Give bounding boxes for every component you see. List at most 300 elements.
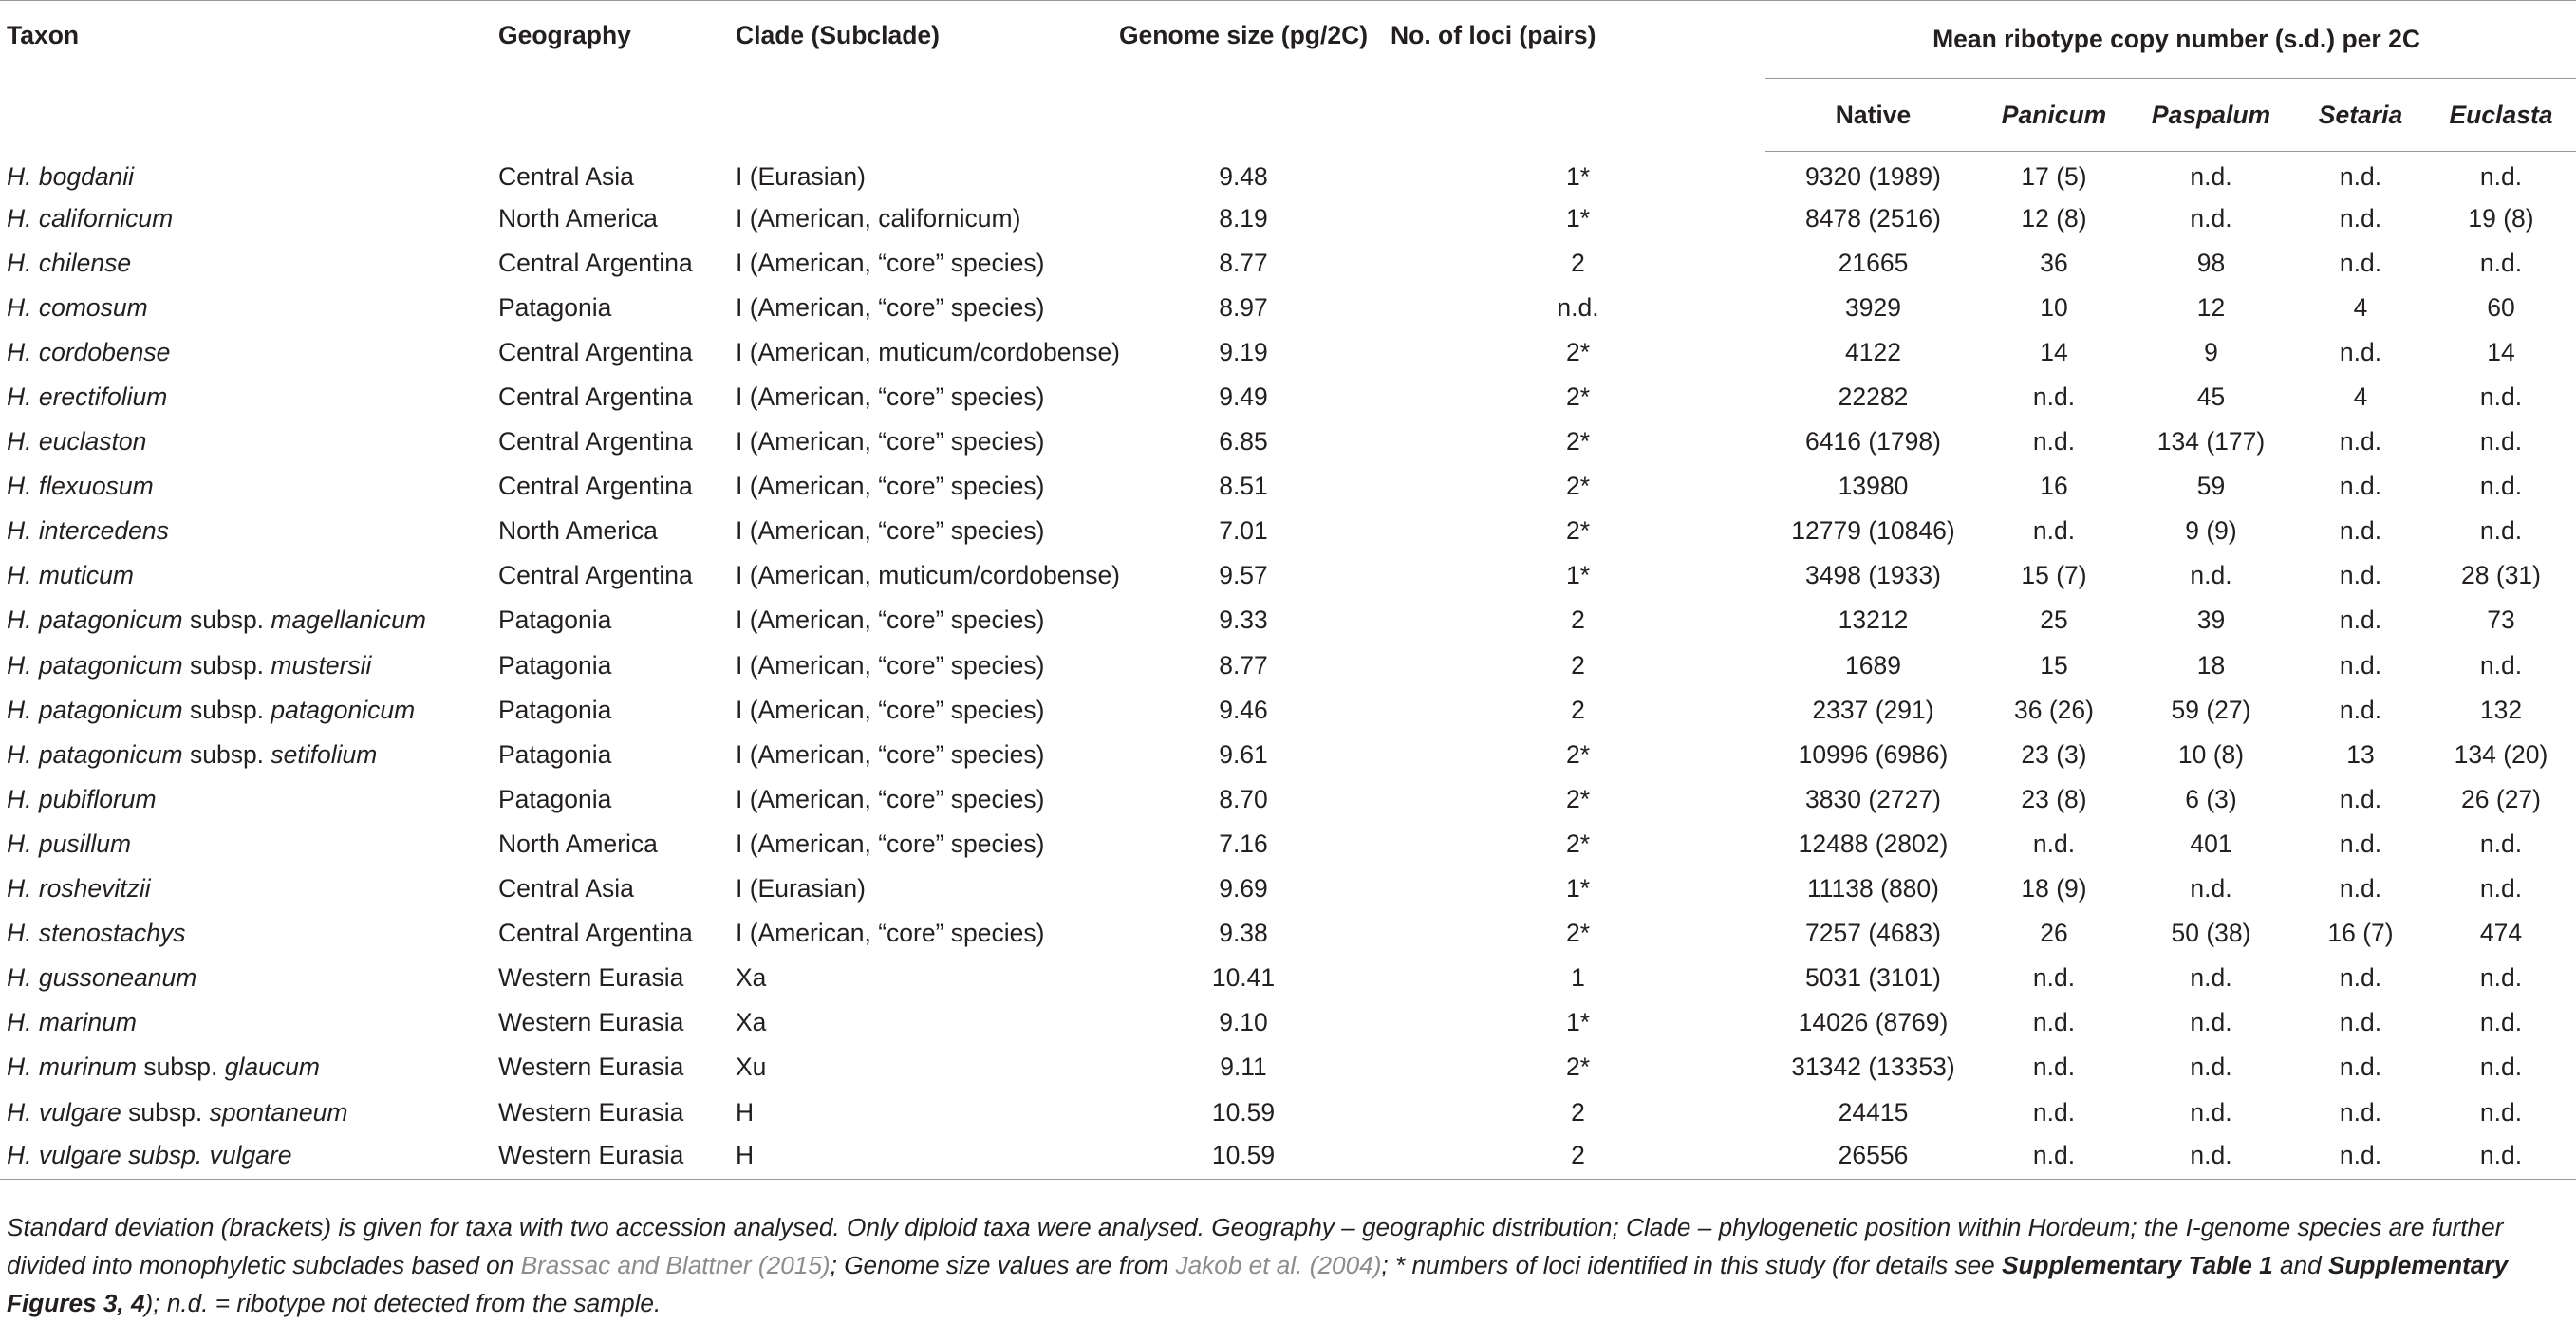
cell-paspalum: n.d. <box>2190 874 2232 904</box>
cell-taxon <box>0 330 498 375</box>
cell-panicum: 10 <box>2040 292 2068 322</box>
cell-setaria: n.d. <box>2339 161 2382 191</box>
table-row <box>0 1045 2576 1090</box>
cell-taxon <box>0 822 498 866</box>
cell-geography: Central Argentina <box>498 919 693 948</box>
cell-native: 1689 <box>1845 650 1901 680</box>
cell-loci: 2* <box>1565 784 1591 813</box>
cell-genome-size: 9.38 <box>1219 919 1268 948</box>
cell-setaria: n.d. <box>2339 1008 2382 1037</box>
footnote-text-5: ); n.d. = ribotype not detected from the sample. <box>144 1289 662 1317</box>
cell-setaria: 4 <box>2353 382 2368 412</box>
cell-setaria: 13 <box>2346 739 2375 769</box>
taxon-genus-species: H. californicum <box>7 203 174 233</box>
cell-native: 3498 (1933) <box>1805 561 1941 590</box>
taxon-genus-species: H. marinum <box>7 1008 137 1037</box>
table-row <box>0 419 2576 464</box>
table-row <box>0 777 2576 822</box>
cell-geography: North America <box>498 516 658 546</box>
cell-taxon <box>0 1045 498 1090</box>
cell-loci: 1* <box>1565 1008 1591 1037</box>
table-row <box>0 598 2576 643</box>
cell-paspalum: n.d. <box>2190 1097 2232 1127</box>
cell-geography: Western Eurasia <box>498 1135 736 1180</box>
cell-panicum: 25 <box>2040 606 2068 635</box>
taxon-genus-species: H. stenostachys <box>7 919 186 948</box>
cell-euclasta: n.d. <box>2479 963 2523 993</box>
taxon-subspecies-epithet: magellanicum <box>271 606 426 635</box>
cell-genome-size: 7.16 <box>1219 829 1268 858</box>
cell-native: 6416 (1798) <box>1805 427 1941 457</box>
cell-euclasta: n.d. <box>2479 1097 2523 1127</box>
cell-panicum: n.d. <box>1981 1135 2127 1180</box>
cell-clade: I (American, “core” species) <box>736 695 1045 724</box>
cell-setaria: n.d. <box>2339 963 2382 993</box>
cell-panicum: 16 <box>2040 472 2068 501</box>
cell-genome-size: 9.48 <box>1219 161 1268 191</box>
cell-paspalum: n.d. <box>2127 1135 2295 1180</box>
header-clade: Clade (Subclade) <box>736 21 940 49</box>
cell-panicum: 15 <box>2040 650 2068 680</box>
cell-paspalum: 98 <box>2196 248 2226 277</box>
taxon-subsp-label: subsp. <box>182 650 271 680</box>
cell-clade: Xa <box>736 1008 767 1037</box>
footnote-text-1: Standard deviation (brackets) is given for taxa with two accession analysed. Only diploid taxa were analysed. Geography – geographic distribution; Clade – phylogenetic position within Hordeum; the I-genome species are further divided into monophyletic subclades based on <box>7 1213 2504 1279</box>
header-taxon: Taxon <box>7 21 80 49</box>
cell-paspalum: n.d. <box>2190 561 2232 590</box>
cell-native: 5031 (3101) <box>1805 963 1941 993</box>
cell-paspalum: 10 (8) <box>2177 739 2245 769</box>
cell-loci: 2 <box>1571 248 1585 277</box>
cell-panicum: 36 <box>2040 248 2068 277</box>
cell-genome-size: 9.69 <box>1219 874 1268 904</box>
cell-geography: Western Eurasia <box>498 1008 684 1037</box>
cell-paspalum: 18 <box>2196 650 2226 680</box>
cell-geography: Western Eurasia <box>498 963 684 993</box>
cell-geography: Central Argentina <box>498 337 693 366</box>
cell-panicum: 14 <box>2040 337 2068 366</box>
cell-setaria: n.d. <box>2339 784 2382 813</box>
cell-clade: H <box>736 1135 1096 1180</box>
cell-native: 24415 <box>1838 1097 1909 1127</box>
cell-native: 9320 (1989) <box>1805 161 1941 191</box>
cell-paspalum: n.d. <box>2190 203 2232 233</box>
cell-paspalum: 6 (3) <box>2185 784 2237 813</box>
cell-native: 7257 (4683) <box>1805 919 1941 948</box>
cell-clade: Xa <box>736 963 767 993</box>
cell-native: 3929 <box>1845 292 1901 322</box>
cell-paspalum: 39 <box>2196 606 2226 635</box>
cell-euclasta: 14 <box>2487 337 2515 366</box>
table-body <box>0 152 2576 1180</box>
taxon-subsp-label: subsp. <box>182 739 271 769</box>
table-row <box>0 241 2576 286</box>
table-row <box>0 553 2576 598</box>
taxon-subspecies-epithet: glaucum <box>224 1053 320 1082</box>
cell-panicum: n.d. <box>2032 427 2076 457</box>
cell-geography: North America <box>498 829 658 858</box>
footnote-text-4: and <box>2272 1251 2328 1279</box>
cell-genome-size: 10.59 <box>1211 1097 1276 1127</box>
cell-taxon <box>0 1000 498 1045</box>
cell-panicum: n.d. <box>2032 1008 2076 1037</box>
table-row <box>0 688 2576 733</box>
cell-geography: Patagonia <box>498 292 612 322</box>
cell-native: 26556 <box>1765 1135 1981 1180</box>
cell-loci: 2 <box>1571 606 1585 635</box>
cell-taxon <box>0 464 498 509</box>
cell-paspalum: n.d. <box>2190 161 2232 191</box>
cell-setaria: n.d. <box>2339 650 2382 680</box>
cell-panicum: n.d. <box>2032 1053 2076 1082</box>
header-panicum: Panicum <box>1981 79 2127 152</box>
cell-paspalum: 45 <box>2196 382 2226 412</box>
cell-taxon <box>0 419 498 464</box>
cell-panicum: 15 (7) <box>2021 561 2087 590</box>
cell-taxon <box>0 509 498 553</box>
cell-clade: I (Eurasian) <box>736 161 866 191</box>
cell-setaria: 4 <box>2353 292 2368 322</box>
cell-genome-size: 8.19 <box>1219 203 1268 233</box>
cell-loci: 2* <box>1565 427 1591 457</box>
cell-panicum: n.d. <box>2032 963 2076 993</box>
cell-genome-size: 9.61 <box>1219 739 1268 769</box>
cell-clade: Xu <box>736 1053 767 1082</box>
cell-taxon <box>0 688 498 733</box>
table-row <box>0 330 2576 375</box>
cell-setaria: n.d. <box>2295 1135 2426 1180</box>
cell-geography: Patagonia <box>498 695 612 724</box>
cell-panicum: n.d. <box>2032 516 2076 546</box>
cell-genome-size: 8.97 <box>1219 292 1268 322</box>
cell-clade: I (American, “core” species) <box>736 248 1045 277</box>
footnote-reference-jakob[interactable]: Jakob et al. (2004) <box>1175 1251 1382 1279</box>
cell-euclasta: 73 <box>2487 606 2515 635</box>
taxon-subsp-label: subsp. <box>182 695 271 724</box>
cell-clade: I (American, californicum) <box>736 203 1021 233</box>
cell-geography: Central Argentina <box>498 382 693 412</box>
cell-native: 22282 <box>1838 382 1909 412</box>
cell-taxon <box>0 777 498 822</box>
header-paspalum: Paspalum <box>2127 79 2295 152</box>
cell-loci: 2* <box>1565 382 1591 412</box>
header-geography: Geography <box>498 21 631 49</box>
cell-geography: Western Eurasia <box>498 1053 684 1082</box>
cell-geography: Patagonia <box>498 739 612 769</box>
taxon-genus-species: H. chilense <box>7 248 132 277</box>
cell-native: 4122 <box>1845 337 1901 366</box>
cell-genome-size: 9.33 <box>1219 606 1268 635</box>
cell-euclasta: n.d. <box>2479 248 2523 277</box>
cell-loci: 1* <box>1565 561 1591 590</box>
cell-euclasta: 134 (20) <box>2454 739 2548 769</box>
cell-geography: Patagonia <box>498 784 612 813</box>
taxon-genus-species: H. patagonicum <box>7 695 183 724</box>
cell-setaria: n.d. <box>2339 248 2382 277</box>
taxon-genus-species: H. roshevitzii <box>7 874 151 904</box>
footnote-text-3: ; * numbers of loci identified in this study (for details see <box>1381 1251 2002 1279</box>
cell-euclasta: n.d. <box>2479 382 2523 412</box>
cell-native: 13980 <box>1838 472 1909 501</box>
cell-geography: Central Argentina <box>498 248 693 277</box>
cell-setaria: n.d. <box>2339 874 2382 904</box>
cell-paspalum: 134 (177) <box>2156 427 2266 457</box>
cell-loci: 2* <box>1565 829 1591 858</box>
table-row <box>0 822 2576 866</box>
footnote-text-2: ; Genome size values are from <box>830 1251 1176 1279</box>
cell-genome-size: 8.70 <box>1219 784 1268 813</box>
taxon-genus-species: H. pubiflorum <box>7 784 157 813</box>
cell-taxon <box>0 1090 498 1134</box>
cell-setaria: n.d. <box>2339 337 2382 366</box>
cell-genome-size: 10.59 <box>1096 1135 1391 1180</box>
cell-genome-size: 9.10 <box>1219 1008 1268 1037</box>
taxon-genus-species: H. muticum <box>7 561 134 590</box>
cell-genome-size: 9.57 <box>1219 561 1268 590</box>
cell-geography: Central Argentina <box>498 472 693 501</box>
cell-loci: 2* <box>1565 1053 1591 1082</box>
cell-clade: I (American, “core” species) <box>736 829 1045 858</box>
cell-loci: 2* <box>1565 739 1591 769</box>
cell-taxon <box>0 152 498 196</box>
cell-panicum: n.d. <box>2032 1097 2076 1127</box>
cell-loci: 2 <box>1571 650 1585 680</box>
cell-panicum: 36 (26) <box>2014 695 2094 724</box>
cell-taxon <box>0 643 498 688</box>
header-genome-size: Genome size (pg/2C) <box>1118 21 1369 49</box>
header-native: Native <box>1765 79 1981 152</box>
cell-loci: 2 <box>1571 1097 1585 1127</box>
cell-geography: Patagonia <box>498 606 612 635</box>
taxon-genus-species: H. vulgare subsp. vulgare <box>7 1141 292 1170</box>
cell-clade: I (American, “core” species) <box>736 427 1045 457</box>
header-row <box>0 0 2576 79</box>
cell-genome-size: 9.19 <box>1219 337 1268 366</box>
footnote-supplementary-figures[interactable]: Supplementary Figures 3, 4 <box>7 1251 2509 1317</box>
table-footnote <box>7 1208 2569 1322</box>
taxon-genus-species: H. flexuosum <box>7 472 154 501</box>
taxon-genus-species: H. intercedens <box>7 516 169 546</box>
cell-native: 10996 (6986) <box>1798 739 1949 769</box>
taxon-genus-species: H. bogdanii <box>7 161 135 191</box>
cell-clade: I (Eurasian) <box>736 874 866 904</box>
cell-panicum: 17 (5) <box>2021 161 2087 191</box>
cell-paspalum: 59 <box>2196 472 2226 501</box>
cell-paspalum: 12 <box>2196 292 2226 322</box>
cell-geography: North America <box>498 203 658 233</box>
cell-euclasta: n.d. <box>2479 1008 2523 1037</box>
cell-euclasta: n.d. <box>2479 427 2523 457</box>
cell-taxon <box>0 553 498 598</box>
cell-euclasta: 474 <box>2479 919 2523 948</box>
cell-genome-size: 8.77 <box>1219 248 1268 277</box>
taxon-subspecies-epithet: setifolium <box>271 739 378 769</box>
cell-euclasta: n.d. <box>2479 650 2523 680</box>
table-row <box>0 1000 2576 1045</box>
cell-genome-size: 10.41 <box>1211 963 1276 993</box>
cell-native: 12779 (10846) <box>1791 516 1955 546</box>
cell-euclasta: n.d. <box>2479 161 2523 191</box>
header-setaria: Setaria <box>2295 79 2426 152</box>
cell-native: 2337 (291) <box>1812 695 1934 724</box>
taxon-genus-species: H. pusillum <box>7 829 132 858</box>
cell-euclasta: 28 (31) <box>2461 561 2541 590</box>
table-row <box>0 464 2576 509</box>
cell-paspalum: 401 <box>2190 829 2232 858</box>
taxon-subspecies-epithet: spontaneum <box>209 1097 348 1127</box>
cell-loci: n.d. <box>1557 292 1599 322</box>
cell-loci: 2 <box>1391 1135 1765 1180</box>
cell-geography: Western Eurasia <box>498 1097 684 1127</box>
cell-geography: Central Asia <box>498 161 634 191</box>
table-row <box>0 1135 2576 1180</box>
cell-clade: I (American, “core” species) <box>736 919 1045 948</box>
cell-native: 3830 (2727) <box>1805 784 1941 813</box>
cell-clade: I (American, “core” species) <box>736 292 1045 322</box>
cell-setaria: n.d. <box>2339 561 2382 590</box>
cell-euclasta: n.d. <box>2426 1135 2576 1180</box>
cell-taxon <box>0 375 498 419</box>
cell-native: 21665 <box>1838 248 1909 277</box>
taxon-subspecies-epithet: mustersii <box>271 650 372 680</box>
taxon-genus-species: H. gussoneanum <box>7 963 197 993</box>
taxon-genus-species: H. cordobense <box>7 337 171 366</box>
cell-euclasta: 19 (8) <box>2468 203 2534 233</box>
taxon-genus-species: H. murinum <box>7 1053 137 1082</box>
footnote-reference-brassac[interactable]: Brassac and Blattner (2015) <box>520 1251 831 1279</box>
cell-loci: 2* <box>1565 516 1591 546</box>
cell-euclasta: 26 (27) <box>2461 784 2541 813</box>
cell-euclasta: n.d. <box>2479 829 2523 858</box>
cell-loci: 2 <box>1571 695 1585 724</box>
cell-euclasta: n.d. <box>2479 874 2523 904</box>
cell-panicum: n.d. <box>2032 382 2076 412</box>
taxon-genus-species: H. euclaston <box>7 427 147 457</box>
taxon-subsp-label: subsp. <box>121 1097 210 1127</box>
cell-loci: 1* <box>1565 203 1591 233</box>
cell-euclasta: 132 <box>2479 695 2523 724</box>
cell-native: 12488 (2802) <box>1798 829 1949 858</box>
cell-setaria: n.d. <box>2339 829 2382 858</box>
cell-paspalum: n.d. <box>2190 1053 2232 1082</box>
cell-genome-size: 8.51 <box>1219 472 1268 501</box>
cell-taxon <box>0 733 498 777</box>
cell-euclasta: n.d. <box>2479 516 2523 546</box>
cell-geography: Central Asia <box>498 874 634 904</box>
cell-clade: I (American, “core” species) <box>736 606 1045 635</box>
taxon-genus-species: H. erectifolium <box>7 382 168 412</box>
cell-setaria: n.d. <box>2339 516 2382 546</box>
cell-clade: I (American, “core” species) <box>736 382 1045 412</box>
cell-genome-size: 9.11 <box>1220 1053 1267 1082</box>
taxon-subsp-label: subsp. <box>182 606 271 635</box>
cell-setaria: n.d. <box>2339 472 2382 501</box>
cell-taxon <box>0 1135 498 1180</box>
taxon-genus-species: H. patagonicum <box>7 739 183 769</box>
cell-loci: 2* <box>1565 337 1591 366</box>
cell-genome-size: 9.49 <box>1219 382 1268 412</box>
cell-setaria: n.d. <box>2339 606 2382 635</box>
cell-genome-size: 8.77 <box>1219 650 1268 680</box>
cell-clade: I (American, muticum/cordobense) <box>736 561 1121 590</box>
cell-clade: I (American, “core” species) <box>736 650 1045 680</box>
table-row <box>0 733 2576 777</box>
table-row <box>0 1090 2576 1134</box>
table-row <box>0 956 2576 1000</box>
cell-taxon <box>0 241 498 286</box>
cell-taxon <box>0 911 498 956</box>
cell-native: 14026 (8769) <box>1798 1008 1949 1037</box>
cell-paspalum: 59 (27) <box>2171 695 2251 724</box>
cell-paspalum: n.d. <box>2190 1008 2232 1037</box>
cell-loci: 1* <box>1565 874 1591 904</box>
cell-setaria: n.d. <box>2339 427 2382 457</box>
cell-taxon <box>0 196 498 241</box>
cell-genome-size: 7.01 <box>1219 516 1268 546</box>
table-row <box>0 152 2576 196</box>
header-euclasta: Euclasta <box>2426 79 2576 152</box>
header-ribotype-group: Mean ribotype copy number (s.d.) per 2C <box>1932 24 2420 53</box>
cell-paspalum: n.d. <box>2190 963 2232 993</box>
cell-loci: 1* <box>1565 161 1591 191</box>
cell-euclasta: n.d. <box>2479 472 2523 501</box>
taxon-subspecies-epithet: patagonicum <box>271 695 416 724</box>
cell-setaria: n.d. <box>2339 1097 2382 1127</box>
cell-paspalum: 50 (38) <box>2171 919 2251 948</box>
taxon-genus-species: H. comosum <box>7 292 148 322</box>
cell-paspalum: 9 <box>2204 337 2218 366</box>
cell-panicum: 18 (9) <box>2021 874 2087 904</box>
cell-paspalum: 9 (9) <box>2185 516 2237 546</box>
cell-clade: H <box>736 1097 755 1127</box>
cell-genome-size: 9.46 <box>1219 695 1268 724</box>
cell-native: 11138 (880) <box>1807 874 1939 904</box>
cell-native: 31342 (13353) <box>1791 1053 1955 1082</box>
taxon-genus-species: H. patagonicum <box>7 606 183 635</box>
cell-setaria: 16 (7) <box>2327 919 2394 948</box>
cell-native: 13212 <box>1838 606 1909 635</box>
footnote-supplementary-table[interactable]: Supplementary Table 1 <box>2001 1251 2273 1279</box>
cell-clade: I (American, muticum/cordobense) <box>736 337 1121 366</box>
cell-setaria: n.d. <box>2339 1053 2382 1082</box>
cell-setaria: n.d. <box>2339 695 2382 724</box>
cell-panicum: n.d. <box>2032 829 2076 858</box>
table-row <box>0 866 2576 911</box>
cell-taxon <box>0 286 498 330</box>
taxon-genus-species: H. patagonicum <box>7 650 183 680</box>
cell-clade: I (American, “core” species) <box>736 516 1045 546</box>
cell-loci: 2* <box>1565 472 1591 501</box>
cell-euclasta: 60 <box>2487 292 2515 322</box>
cell-clade: I (American, “core” species) <box>736 784 1045 813</box>
cell-euclasta: n.d. <box>2479 1053 2523 1082</box>
cell-loci: 2* <box>1565 919 1591 948</box>
taxon-subsp-label: subsp. <box>136 1053 225 1082</box>
cell-panicum: 23 (8) <box>2021 784 2087 813</box>
cell-geography: Central Argentina <box>498 427 693 457</box>
taxon-genus-species: H. vulgare <box>7 1097 121 1127</box>
table-row <box>0 643 2576 688</box>
header-loci: No. of loci (pairs) <box>1391 21 1596 49</box>
cell-panicum: 12 (8) <box>2021 203 2087 233</box>
cell-geography: Central Argentina <box>498 561 693 590</box>
cell-geography: Patagonia <box>498 650 612 680</box>
cell-setaria: n.d. <box>2339 203 2382 233</box>
cell-taxon <box>0 956 498 1000</box>
table-row <box>0 509 2576 553</box>
cell-panicum: 23 (3) <box>2021 739 2087 769</box>
cell-taxon <box>0 866 498 911</box>
